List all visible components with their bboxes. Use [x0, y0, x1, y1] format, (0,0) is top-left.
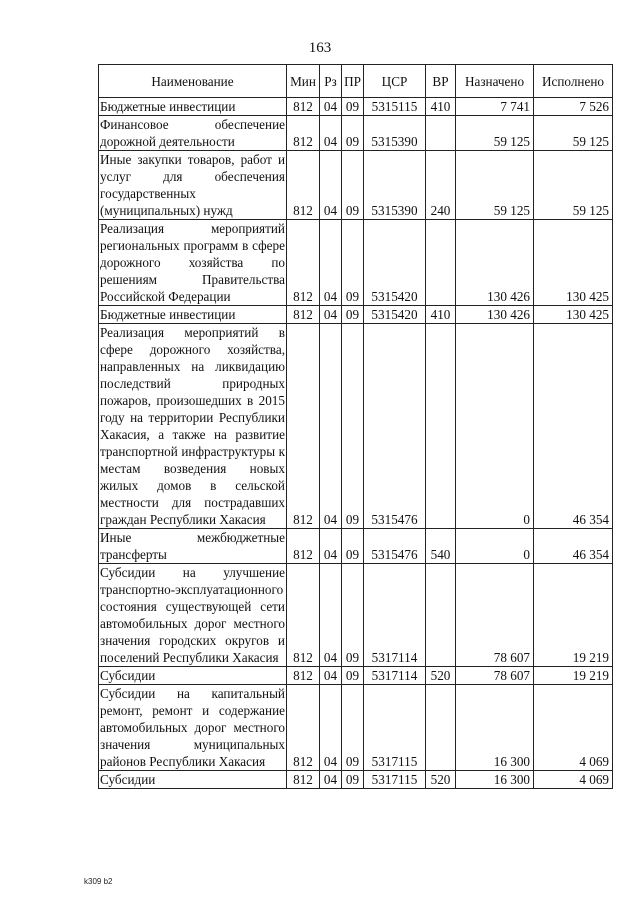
row-executed: 4 069 [534, 771, 613, 789]
row-vr: 540 [426, 529, 456, 564]
row-csr: 5315390 [364, 151, 426, 220]
row-csr: 5315390 [364, 116, 426, 151]
row-min: 812 [287, 220, 320, 306]
row-rz: 04 [320, 529, 342, 564]
header-vr: ВР [426, 65, 456, 98]
row-executed: 19 219 [534, 564, 613, 667]
row-executed: 46 354 [534, 529, 613, 564]
row-csr: 5317114 [364, 667, 426, 685]
row-csr: 5317115 [364, 771, 426, 789]
row-name: Финансовое обеспечение дорожной деятельности [100, 117, 285, 149]
row-rz: 04 [320, 116, 342, 151]
row-executed: 19 219 [534, 667, 613, 685]
table-row [99, 151, 613, 220]
row-assigned: 16 300 [456, 771, 534, 789]
row-assigned: 7 741 [456, 98, 534, 116]
row-vr [426, 116, 456, 151]
header-executed: Исполнено [534, 65, 613, 98]
header-assigned: Назначено [456, 65, 534, 98]
table-row [99, 116, 613, 151]
budget-execution-table [98, 64, 613, 789]
row-name: Иные межбюджетные трансферты [100, 530, 285, 562]
row-executed: 130 425 [534, 220, 613, 306]
row-pr: 09 [342, 116, 364, 151]
row-csr: 5317115 [364, 685, 426, 771]
table-row [99, 564, 613, 667]
table-row [99, 685, 613, 771]
row-name: Реализация мероприятий региональных программ в сфере дорожного хозяйства по решениям Правительства Российской Федерации [100, 221, 285, 304]
row-pr: 09 [342, 685, 364, 771]
row-rz: 04 [320, 306, 342, 324]
row-name: Бюджетные инвестиции [99, 98, 287, 116]
row-assigned: 0 [456, 529, 534, 564]
row-pr: 09 [342, 306, 364, 324]
row-min: 812 [287, 98, 320, 116]
row-csr: 5315476 [364, 529, 426, 564]
row-vr [426, 324, 456, 529]
row-assigned: 130 426 [456, 306, 534, 324]
header-name: Наименование [99, 65, 287, 98]
row-min: 812 [287, 529, 320, 564]
table-row [99, 667, 613, 685]
table-row [99, 98, 613, 116]
row-csr: 5317114 [364, 564, 426, 667]
row-min: 812 [287, 151, 320, 220]
row-pr: 09 [342, 324, 364, 529]
table-row [99, 220, 613, 306]
row-name: Иные закупки товаров, работ и услуг для обеспечения государственных (муниципальных) нужд [100, 152, 285, 218]
table-row [99, 306, 613, 324]
header-min: Мин [287, 65, 320, 98]
row-min: 812 [287, 685, 320, 771]
row-vr [426, 564, 456, 667]
row-assigned: 78 607 [456, 667, 534, 685]
row-vr: 520 [426, 667, 456, 685]
row-vr: 410 [426, 306, 456, 324]
row-pr: 09 [342, 667, 364, 685]
table-header-row [99, 65, 613, 98]
row-rz: 04 [320, 220, 342, 306]
row-min: 812 [287, 324, 320, 529]
row-executed: 4 069 [534, 685, 613, 771]
row-rz: 04 [320, 564, 342, 667]
row-min: 812 [287, 306, 320, 324]
row-csr: 5315115 [364, 98, 426, 116]
row-min: 812 [287, 116, 320, 151]
row-name: Реализация мероприятий в сфере дорожного хозяйства, направленных на ликвидацию последствий природных пожаров, произошедших в 2015 году на территории Республики Хакасия, а также на развитие транспортной инфраструктуры к местам возведения новых жилых домов в сельской местности для пострадавших граждан Республики Хакасия [100, 325, 285, 527]
table-row [99, 771, 613, 789]
table-row [99, 324, 613, 529]
row-assigned: 59 125 [456, 116, 534, 151]
row-pr: 09 [342, 220, 364, 306]
row-vr [426, 685, 456, 771]
row-name: Бюджетные инвестиции [99, 306, 287, 324]
row-rz: 04 [320, 98, 342, 116]
header-pr: ПР [342, 65, 364, 98]
row-csr: 5315476 [364, 324, 426, 529]
row-rz: 04 [320, 667, 342, 685]
row-pr: 09 [342, 151, 364, 220]
row-executed: 59 125 [534, 151, 613, 220]
table-body [99, 98, 613, 789]
row-executed: 59 125 [534, 116, 613, 151]
row-csr: 5315420 [364, 220, 426, 306]
row-assigned: 130 426 [456, 220, 534, 306]
row-vr: 520 [426, 771, 456, 789]
row-name: Субсидии на улучшение транспортно-эксплуатационного состояния существующей сети автомобильных дорог местного значения городских округов и поселений Республики Хакасия [100, 565, 285, 665]
row-csr: 5315420 [364, 306, 426, 324]
row-min: 812 [287, 771, 320, 789]
row-name: Субсидии [99, 667, 287, 685]
row-pr: 09 [342, 529, 364, 564]
page-number: 163 [308, 40, 332, 56]
row-pr: 09 [342, 771, 364, 789]
row-vr: 240 [426, 151, 456, 220]
row-min: 812 [287, 667, 320, 685]
row-assigned: 59 125 [456, 151, 534, 220]
row-executed: 130 425 [534, 306, 613, 324]
row-pr: 09 [342, 564, 364, 667]
row-rz: 04 [320, 771, 342, 789]
row-assigned: 0 [456, 324, 534, 529]
row-pr: 09 [342, 98, 364, 116]
row-name: Субсидии на капитальный ремонт, ремонт и содержание автомобильных дорог местного значения муниципальных районов Республики Хакасия [100, 686, 285, 769]
row-rz: 04 [320, 685, 342, 771]
table-row [99, 529, 613, 564]
row-vr: 410 [426, 98, 456, 116]
row-assigned: 78 607 [456, 564, 534, 667]
header-csr: ЦСР [364, 65, 426, 98]
footer-code: k309 b2 [84, 877, 113, 886]
row-min: 812 [287, 564, 320, 667]
row-vr [426, 220, 456, 306]
row-rz: 04 [320, 151, 342, 220]
row-name: Субсидии [99, 771, 287, 789]
row-executed: 7 526 [534, 98, 613, 116]
row-assigned: 16 300 [456, 685, 534, 771]
row-executed: 46 354 [534, 324, 613, 529]
header-rz: Рз [320, 65, 342, 98]
row-rz: 04 [320, 324, 342, 529]
